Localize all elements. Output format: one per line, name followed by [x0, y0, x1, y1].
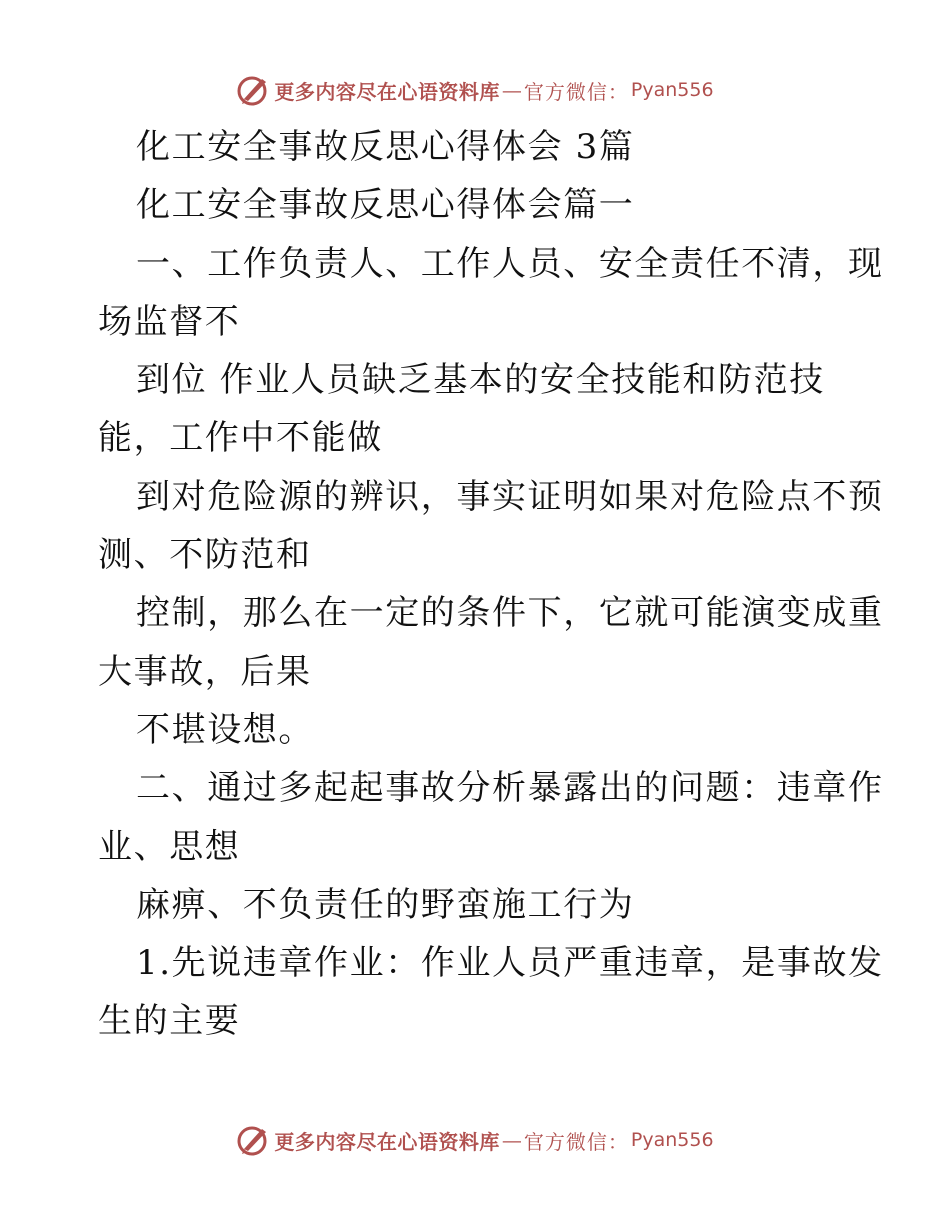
- wechat-id: Pyan556: [630, 1129, 714, 1151]
- footer-banner: [0, 1120, 950, 1160]
- wechat-label: 官方微信：: [523, 1129, 629, 1154]
- doc-title: 化工安全事故反思心得体会 3篇: [136, 127, 635, 167]
- paragraph-line: 一、工作负责人、工作人员、安全责任不清，现: [136, 243, 884, 284]
- wechat-id: Pyan556: [630, 79, 714, 101]
- site-name: 更多内容尽在心语资料库: [274, 1129, 500, 1154]
- paragraph-line: 能，工作中不能做: [98, 418, 383, 459]
- separator-dash: —: [501, 78, 522, 102]
- paragraph-line: 生的主要: [98, 1001, 241, 1042]
- paragraph-line: 大事故，后果: [98, 651, 312, 692]
- paragraph-line: 场监督不: [98, 301, 241, 342]
- site-name: 更多内容尽在心语资料库: [274, 79, 500, 104]
- pen-logo-icon: [236, 73, 270, 107]
- paragraph-line: 二、通过多起起事故分析暴露出的问题：违章作: [136, 768, 884, 809]
- document-body: [98, 118, 884, 1051]
- header-banner: [0, 70, 950, 110]
- pen-logo-icon: [236, 1123, 270, 1157]
- paragraph-line: 业、思想: [98, 826, 241, 867]
- paragraph-line: 1.先说违章作业：作业人员严重违章，是事故发: [136, 943, 884, 984]
- paragraph-line: 测、不防范和: [98, 535, 312, 576]
- separator-dash: —: [501, 1128, 522, 1152]
- paragraph-line: 到对危险源的辨识，事实证明如果对危险点不预: [136, 476, 884, 517]
- paragraph-line: 麻痹、不负责任的野蛮施工行为: [136, 884, 635, 925]
- section-heading: 化工安全事故反思心得体会篇一: [136, 185, 635, 226]
- paragraph-line: 控制，那么在一定的条件下，它就可能演变成重: [136, 593, 884, 634]
- paragraph-line: 到位 作业人员缺乏基本的安全技能和防范技: [136, 360, 825, 401]
- paragraph-line: 不堪设想。: [136, 709, 314, 750]
- wechat-label: 官方微信：: [523, 79, 629, 104]
